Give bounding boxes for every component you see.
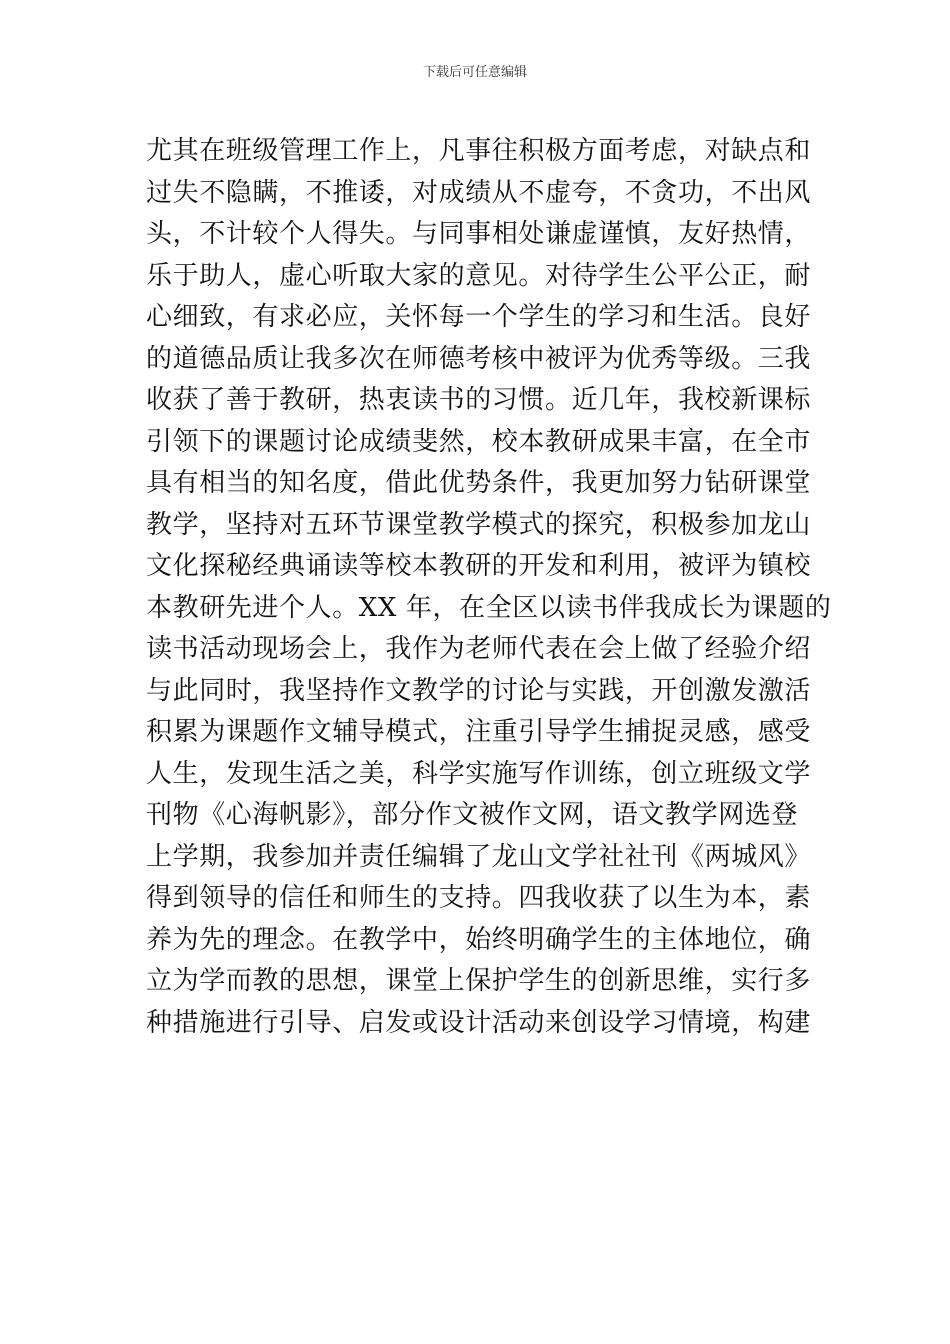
text-line: 积累为课题作文辅导模式，注重引导学生捕捉灵感，感受 xyxy=(146,717,812,747)
text-line: 立为学而教的思想，课堂上保护学生的创新思维，实行多 xyxy=(146,966,812,996)
page-header: 下载后可任意编辑 xyxy=(422,65,527,80)
text-line: 种措施进行引导、启发或设计活动来创设学习情境，构建 xyxy=(146,1007,812,1038)
text-line: 养为先的理念。在教学中，始终明确学生的主体地位，确 xyxy=(146,924,812,955)
text-line: 得到领导的信任和师生的支持。四我收获了以生为本，素 xyxy=(146,883,812,913)
text-line: 教学，坚持对五环节课堂教学模式的探究，积极参加龙山 xyxy=(146,509,812,540)
body-text xyxy=(146,131,832,1044)
text-line: 过失不隐瞒，不推诿，对成绩从不虚夸，不贪功，不出风 xyxy=(146,177,812,208)
text-line: 上学期，我参加并责任编辑了龙山文学社社刊《两城风》 xyxy=(146,841,812,872)
text-line: 尤其在班级管理工作上，凡事往积极方面考虑，对缺点和 xyxy=(146,136,812,166)
text-line: 文化探秘经典诵读等校本教研的开发和利用，被评为镇校 xyxy=(146,551,812,581)
text-line: 乐于助人，虚心听取大家的意见。对待学生公平公正，耐 xyxy=(146,260,812,291)
text-line: 本教研先进个人。XX 年，在全区以读书伴我成长为课题的 xyxy=(146,592,832,623)
text-line: 心细致，有求必应，关怀每一个学生的学习和生活。良好 xyxy=(146,302,812,332)
text-line: 具有相当的知名度，借此优势条件，我更加努力钻研课堂 xyxy=(146,468,812,498)
text-line: 引领下的课题讨论成绩斐然，校本教研成果丰富，在全市 xyxy=(146,426,812,457)
text-line: 收获了善于教研，热衷读书的习惯。近几年，我校新课标 xyxy=(146,385,812,415)
text-line: 读书活动现场会上，我作为老师代表在会上做了经验介绍 xyxy=(146,634,812,664)
text-line: 与此同时，我坚持作文教学的讨论与实践，开创激发激活 xyxy=(146,675,812,706)
text-line: 人生，发现生活之美，科学实施写作训练，创立班级文学 xyxy=(146,758,812,789)
text-line: 刊物《心海帆影》，部分作文被作文网，语文教学网选登 xyxy=(146,800,799,830)
text-line: 头，不计较个人得失。与同事相处谦虚谨慎，友好热情， xyxy=(146,219,812,249)
text-line: 的道德品质让我多次在师德考核中被评为优秀等级。三我 xyxy=(146,343,812,374)
